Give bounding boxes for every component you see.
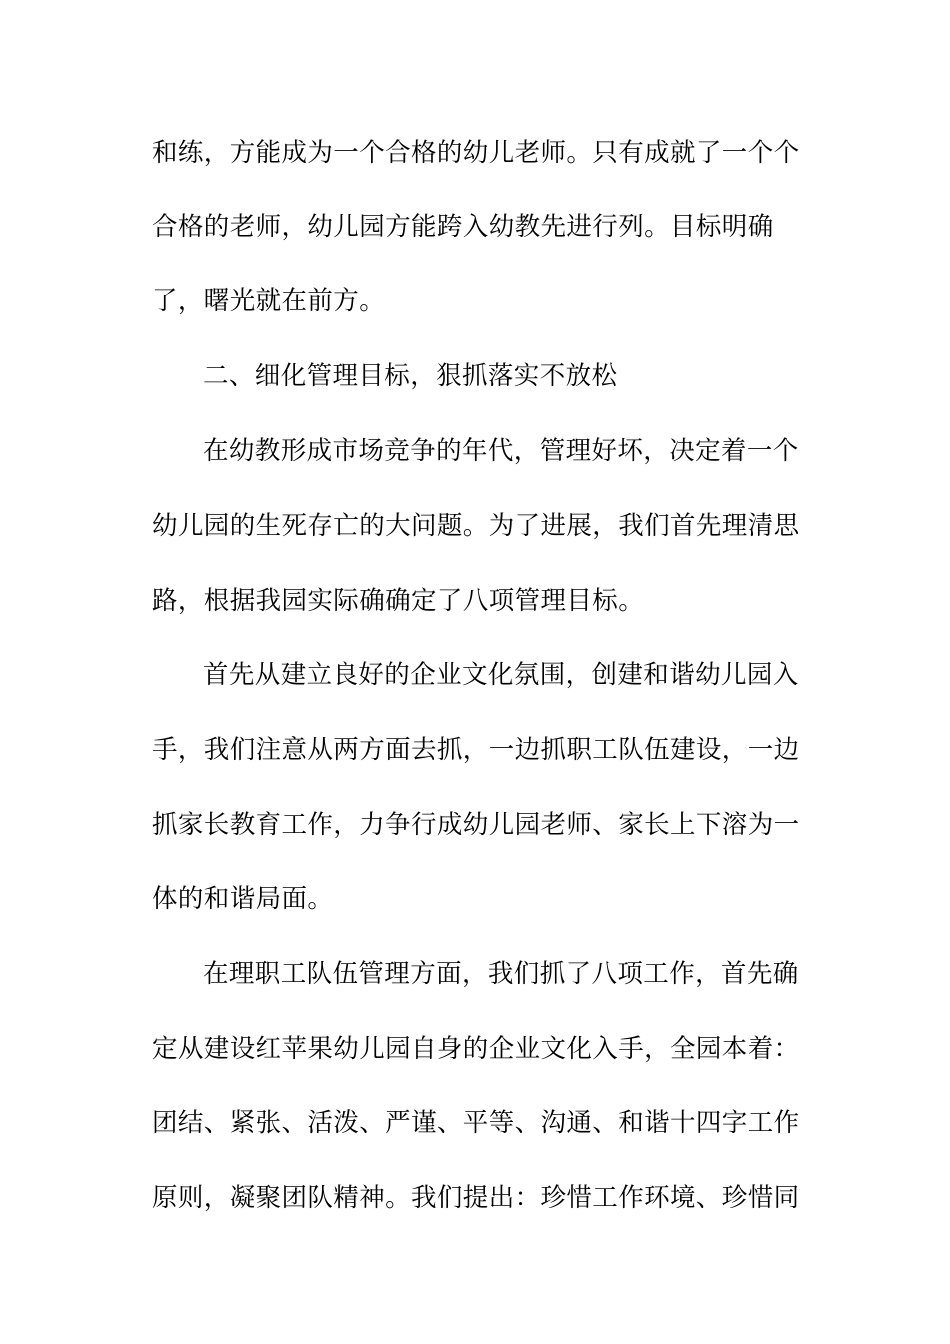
text-line-10: 抓家长教育工作，力争行成幼儿园老师、家长上下溶为一 [152,810,800,840]
text-line-8: 首先从建立良好的企业文化氛围，创建和谐幼儿园入 [203,660,799,690]
text-line-2: 合格的老师，幼儿园方能跨入幼教先进行列。目标明确 [152,212,774,242]
text-line-13: 定从建设红苹果幼儿园自身的企业文化入手，全园本着： [152,1034,800,1064]
text-line-5: 在幼教形成市场竞争的年代，管理好坏，决定着一个 [203,436,799,466]
text-line-14: 团结、紧张、活泼、严谨、平等、沟通、和谐十四字工作 [152,1108,800,1138]
text-line-12: 在理职工队伍管理方面，我们抓了八项工作，首先确 [203,959,799,989]
text-line-9: 手，我们注意从两方面去抓，一边抓职工队伍建设，一边 [152,735,800,765]
text-line-7: 路，根据我园实际确确定了八项管理目标。 [152,586,645,616]
text-line-1: 和练，方能成为一个合格的幼儿老师。只有成就了一个个 [152,138,800,168]
text-line-3: 了，曙光就在前方。 [152,286,386,316]
text-line-6: 幼儿园的生死存亡的大问题。为了进展，我们首先理清思 [152,511,800,541]
text-line-15: 原则，凝聚团队精神。我们提出：珍惜工作环境、珍惜同 [152,1183,800,1213]
text-line-11: 体的和谐局面。 [152,884,334,914]
section-heading: 二、细化管理目标，狠抓落实不放松 [203,361,618,391]
